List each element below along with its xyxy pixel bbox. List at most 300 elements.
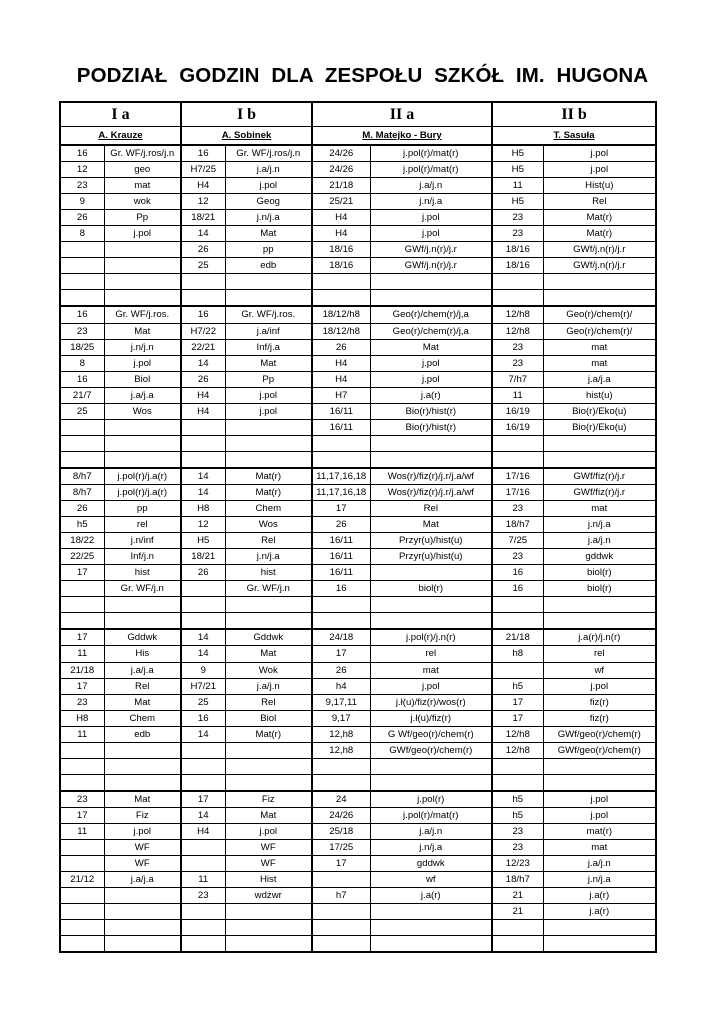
room-cell: 16 [60,145,104,162]
subject-cell: Wos [225,517,312,533]
subject-cell [543,758,656,774]
room-cell [312,451,370,468]
subject-cell: Mat [104,323,181,339]
subject-cell: Geog [225,194,312,210]
subject-cell: j.pol [543,162,656,178]
subject-cell: j.a/j.n [225,678,312,694]
schedule-row [60,387,656,403]
room-cell [312,936,370,953]
room-cell: 8 [60,355,104,371]
room-cell: H5 [492,145,543,162]
subject-cell: fiz(r) [543,694,656,710]
room-cell [181,920,225,936]
room-cell: 17 [181,791,225,808]
subject-cell [104,936,181,953]
subject-cell [104,888,181,904]
subject-cell: Geo(r)/chem(r)/ [543,306,656,323]
subject-cell: Inf/j.a [225,339,312,355]
subject-cell: j.pol [225,823,312,839]
subject-cell: Przyr(u)/hist(u) [370,533,492,549]
room-cell: H7 [312,387,370,403]
room-cell: 11 [60,823,104,839]
subject-cell [225,451,312,468]
room-cell: h7 [312,888,370,904]
room-cell [492,662,543,678]
room-cell [181,613,225,630]
room-cell [312,613,370,630]
room-cell: 9,17,11 [312,694,370,710]
subject-cell [543,290,656,307]
room-cell [492,920,543,936]
room-cell: h5 [492,678,543,694]
subject-cell [543,613,656,630]
schedule-row [60,840,656,856]
subject-cell: GWf/j.n(r)/j.r [370,258,492,274]
subject-cell: j.pol [370,371,492,387]
room-cell: 22/25 [60,549,104,565]
subject-cell [225,920,312,936]
room-cell: 23 [492,840,543,856]
room-cell: 12/23 [492,856,543,872]
room-cell [60,888,104,904]
schedule-row [60,694,656,710]
room-cell: 7/h7 [492,371,543,387]
room-cell: H4 [181,178,225,194]
subject-cell [543,435,656,451]
room-cell: 24/26 [312,145,370,162]
room-cell: 23 [60,178,104,194]
room-cell: 8/h7 [60,468,104,485]
room-cell: 21/18 [312,178,370,194]
room-cell: 14 [181,226,225,242]
subject-cell: j.a(r) [543,888,656,904]
schedule-row [60,403,656,419]
subject-cell: j.a(r) [370,387,492,403]
room-cell [492,274,543,290]
room-cell: h4 [312,678,370,694]
room-cell: 26 [60,501,104,517]
schedule-row [60,823,656,839]
room-cell: H4 [181,387,225,403]
teacher-name-text: A. Sobinek [221,130,272,141]
room-cell: H4 [181,403,225,419]
subject-cell [370,758,492,774]
schedule-row [60,872,656,888]
room-cell [181,774,225,791]
subject-cell: mat [104,178,181,194]
schedule-row [60,258,656,274]
room-cell: 12 [60,162,104,178]
subject-cell: j.a/j.a [104,872,181,888]
subject-cell: j.pol [225,178,312,194]
subject-cell: mat [543,355,656,371]
subject-cell: Rel [543,194,656,210]
room-cell: 18/12/h8 [312,306,370,323]
subject-cell: biol(r) [543,565,656,581]
subject-cell: GWf/geo(r)/chem(r) [370,742,492,758]
room-cell: 26 [181,242,225,258]
subject-cell: Geo(r)/chem(r)/j,a [370,323,492,339]
subject-cell [370,613,492,630]
subject-cell: mat [543,501,656,517]
subject-cell: GWf/geo(r)/chem(r) [543,742,656,758]
room-cell: 14 [181,484,225,500]
room-cell [492,290,543,307]
subject-cell: GWf/fiz(r)/j.r [543,468,656,485]
room-cell [60,242,104,258]
subject-cell: wdżwr [225,888,312,904]
subject-cell: biol(r) [370,581,492,597]
subject-cell: j.pol [543,807,656,823]
subject-cell: j.n/j.a [543,872,656,888]
subject-cell: Pp [225,371,312,387]
subject-cell: biol(r) [543,581,656,597]
teacher-name-text: A. Krauze [98,130,143,141]
subject-cell [225,904,312,920]
room-cell [60,435,104,451]
room-cell [181,274,225,290]
subject-cell: j.a/j.a [104,387,181,403]
room-cell: H4 [312,226,370,242]
subject-cell: GWf/j.n(r)/j.r [370,242,492,258]
room-cell: 8/h7 [60,484,104,500]
subject-cell: wf [543,662,656,678]
subject-cell [104,742,181,758]
room-cell [60,258,104,274]
subject-cell: Gr. WF/j.ros. [225,306,312,323]
schedule-row [60,242,656,258]
schedule-row [60,565,656,581]
room-cell: 16 [492,581,543,597]
subject-cell: j.n/j.a [543,517,656,533]
room-cell: 7/25 [492,533,543,549]
room-cell: 12 [181,194,225,210]
room-cell: 18/16 [312,258,370,274]
room-cell [492,774,543,791]
schedule-row [60,306,656,323]
room-cell: 16/11 [312,419,370,435]
subject-cell [543,597,656,613]
room-cell: H7/22 [181,323,225,339]
subject-cell: gddwk [543,549,656,565]
room-cell: H5 [492,162,543,178]
schedule-row [60,517,656,533]
room-cell: H8 [181,501,225,517]
room-cell [312,274,370,290]
room-cell [492,435,543,451]
room-cell [312,920,370,936]
subject-cell: j.pol [370,355,492,371]
room-cell: 23 [492,501,543,517]
teacher-name-text: T. Sasuła [553,130,595,141]
room-cell: 21/18 [60,662,104,678]
subject-cell: j.pol [104,823,181,839]
room-cell: 26 [312,517,370,533]
subject-cell: GWf/geo(r)/chem(r) [543,726,656,742]
room-cell [60,774,104,791]
room-cell: 16/19 [492,403,543,419]
subject-cell: Gddwk [104,629,181,646]
subject-cell: j.n/j.a [370,840,492,856]
schedule-row [60,533,656,549]
room-cell [60,274,104,290]
room-cell: 17 [60,678,104,694]
schedule-row [60,904,656,920]
subject-cell: j.pol [225,387,312,403]
subject-cell [225,742,312,758]
subject-cell: Hist [225,872,312,888]
room-cell: 24/26 [312,807,370,823]
subject-cell: Mat(r) [225,726,312,742]
schedule-row [60,597,656,613]
subject-cell: j.a/j.a [543,371,656,387]
teacher-name [181,127,312,146]
subject-cell [225,758,312,774]
room-cell [181,758,225,774]
room-cell [492,597,543,613]
subject-cell: j.n/j.a [370,194,492,210]
subject-cell: WF [104,840,181,856]
schedule-row [60,646,656,662]
room-cell [181,451,225,468]
room-cell: 17 [312,856,370,872]
teacher-name [60,127,181,146]
room-cell [60,451,104,468]
room-cell: 9 [60,194,104,210]
room-cell: H4 [312,355,370,371]
room-cell [492,613,543,630]
schedule-row [60,629,656,646]
subject-cell: Fiz [104,807,181,823]
room-cell: 26 [181,371,225,387]
room-cell: 14 [181,726,225,742]
subject-cell: j.n/j.n [104,339,181,355]
room-cell: 23 [492,549,543,565]
schedule-row [60,323,656,339]
subject-cell: rel [370,646,492,662]
room-cell: 11 [492,178,543,194]
room-cell: 23 [60,323,104,339]
room-cell: 16 [60,306,104,323]
room-cell [181,597,225,613]
subject-cell [543,920,656,936]
room-cell: 18/22 [60,533,104,549]
room-cell: 25 [181,258,225,274]
room-cell: 17 [492,710,543,726]
room-cell [312,758,370,774]
subject-cell: j.pol(r)/j.n(r) [370,629,492,646]
subject-cell: Wok [225,662,312,678]
subject-cell [104,451,181,468]
room-cell: 17 [60,629,104,646]
schedule-row [60,581,656,597]
subject-cell: Mat [225,807,312,823]
room-cell: 14 [181,355,225,371]
schedule-row [60,451,656,468]
subject-cell: WF [225,856,312,872]
room-cell: 14 [181,646,225,662]
room-cell: 26 [312,662,370,678]
room-cell [60,581,104,597]
room-cell [312,435,370,451]
subject-cell: j.pol [370,678,492,694]
room-cell: 25 [60,403,104,419]
room-cell: 23 [492,823,543,839]
class-header: II b [492,102,656,127]
schedule-row [60,726,656,742]
subject-cell [104,419,181,435]
subject-cell [225,613,312,630]
subject-cell: j.pol(r)/mat(r) [370,162,492,178]
subject-cell [370,904,492,920]
subject-cell: WF [104,856,181,872]
room-cell: h8 [492,646,543,662]
subject-cell: Rel [370,501,492,517]
room-cell: 18/16 [492,258,543,274]
room-cell: 23 [492,210,543,226]
room-cell [60,290,104,307]
subject-cell [104,597,181,613]
subject-cell: Geo(r)/chem(r)/j,a [370,306,492,323]
schedule-row [60,290,656,307]
room-cell [312,774,370,791]
room-cell: 14 [181,468,225,485]
room-cell: h5 [492,807,543,823]
subject-cell: Mat(r) [225,468,312,485]
subject-cell: j.pol [543,678,656,694]
room-cell [60,597,104,613]
schedule-table [59,101,657,953]
subject-cell [104,242,181,258]
room-cell: 16 [492,565,543,581]
schedule-row [60,936,656,953]
subject-cell [104,435,181,451]
room-cell: 16 [312,581,370,597]
schedule-row [60,678,656,694]
room-cell: 16 [181,306,225,323]
subject-cell: j.n/j.a [225,210,312,226]
room-cell: 18/25 [60,339,104,355]
subject-cell [543,774,656,791]
subject-cell: G Wf/geo(r)/chem(r) [370,726,492,742]
room-cell: 12 [181,517,225,533]
room-cell [312,904,370,920]
subject-cell: Mat(r) [225,484,312,500]
subject-cell: j.pol(r)/mat(r) [370,807,492,823]
room-cell: H7/21 [181,678,225,694]
schedule-row [60,145,656,162]
room-cell: 8 [60,226,104,242]
subject-cell [225,435,312,451]
room-cell: 24/18 [312,629,370,646]
subject-cell [370,451,492,468]
subject-cell: j.a/j.n [370,823,492,839]
subject-cell [543,451,656,468]
subject-cell: Mat(r) [543,210,656,226]
subject-cell: rel [104,517,181,533]
room-cell [181,581,225,597]
room-cell: 24 [312,791,370,808]
subject-cell [225,419,312,435]
room-cell: 11,17,16,18 [312,484,370,500]
subject-cell [370,774,492,791]
room-cell [60,904,104,920]
room-cell: 21/18 [492,629,543,646]
subject-cell [225,597,312,613]
subject-cell: GWf/fiz(r)/j.r [543,484,656,500]
subject-cell: Mat [370,517,492,533]
subject-cell: j.a(r)/j.n(r) [543,629,656,646]
room-cell: 18/12/h8 [312,323,370,339]
subject-cell: Mat [104,694,181,710]
subject-cell: j.a/j.a [104,662,181,678]
room-cell: 12/h8 [492,726,543,742]
subject-cell: pp [225,242,312,258]
room-cell: 11,17,16,18 [312,468,370,485]
room-cell: 26 [60,210,104,226]
room-cell: H4 [312,371,370,387]
subject-cell [104,774,181,791]
subject-cell: wf [370,872,492,888]
room-cell: 12,h8 [312,726,370,742]
room-cell [181,742,225,758]
room-cell: 23 [181,888,225,904]
room-cell [181,840,225,856]
room-cell: H5 [492,194,543,210]
subject-cell [370,274,492,290]
schedule-row [60,791,656,808]
room-cell: 23 [60,791,104,808]
subject-cell [104,920,181,936]
subject-cell: j.n/inf [104,533,181,549]
room-cell: 17 [312,646,370,662]
subject-cell: Biol [225,710,312,726]
room-cell [312,872,370,888]
subject-cell: Chem [225,501,312,517]
room-cell: 22/21 [181,339,225,355]
room-cell [181,904,225,920]
room-cell: H8 [60,710,104,726]
subject-cell: mat(r) [543,823,656,839]
subject-cell: Gddwk [225,629,312,646]
room-cell: 18/21 [181,549,225,565]
subject-cell: GWf/j.n(r)/j.r [543,258,656,274]
subject-cell: j.ł(u)/fiz(r)/wos(r) [370,694,492,710]
schedule-row [60,549,656,565]
room-cell [181,419,225,435]
subject-cell [104,758,181,774]
subject-cell: gddwk [370,856,492,872]
subject-cell: j.a/j.n [543,533,656,549]
room-cell: H4 [181,823,225,839]
subject-cell: j.pol [225,403,312,419]
subject-cell: pp [104,501,181,517]
subject-cell: geo [104,162,181,178]
room-cell: 18/h7 [492,872,543,888]
subject-cell [370,435,492,451]
subject-cell: j.pol [543,145,656,162]
subject-cell: hist [225,565,312,581]
subject-cell: j.a/j.n [225,162,312,178]
teacher-name-text: M. Matejko - Bury [362,130,442,141]
class-header: II a [312,102,492,127]
subject-cell: Mat [225,355,312,371]
schedule-row [60,807,656,823]
subject-cell: Hist(u) [543,178,656,194]
room-cell: 12/h8 [492,306,543,323]
room-cell: 16 [181,145,225,162]
subject-cell: Gr. WF/j.ros. [104,306,181,323]
